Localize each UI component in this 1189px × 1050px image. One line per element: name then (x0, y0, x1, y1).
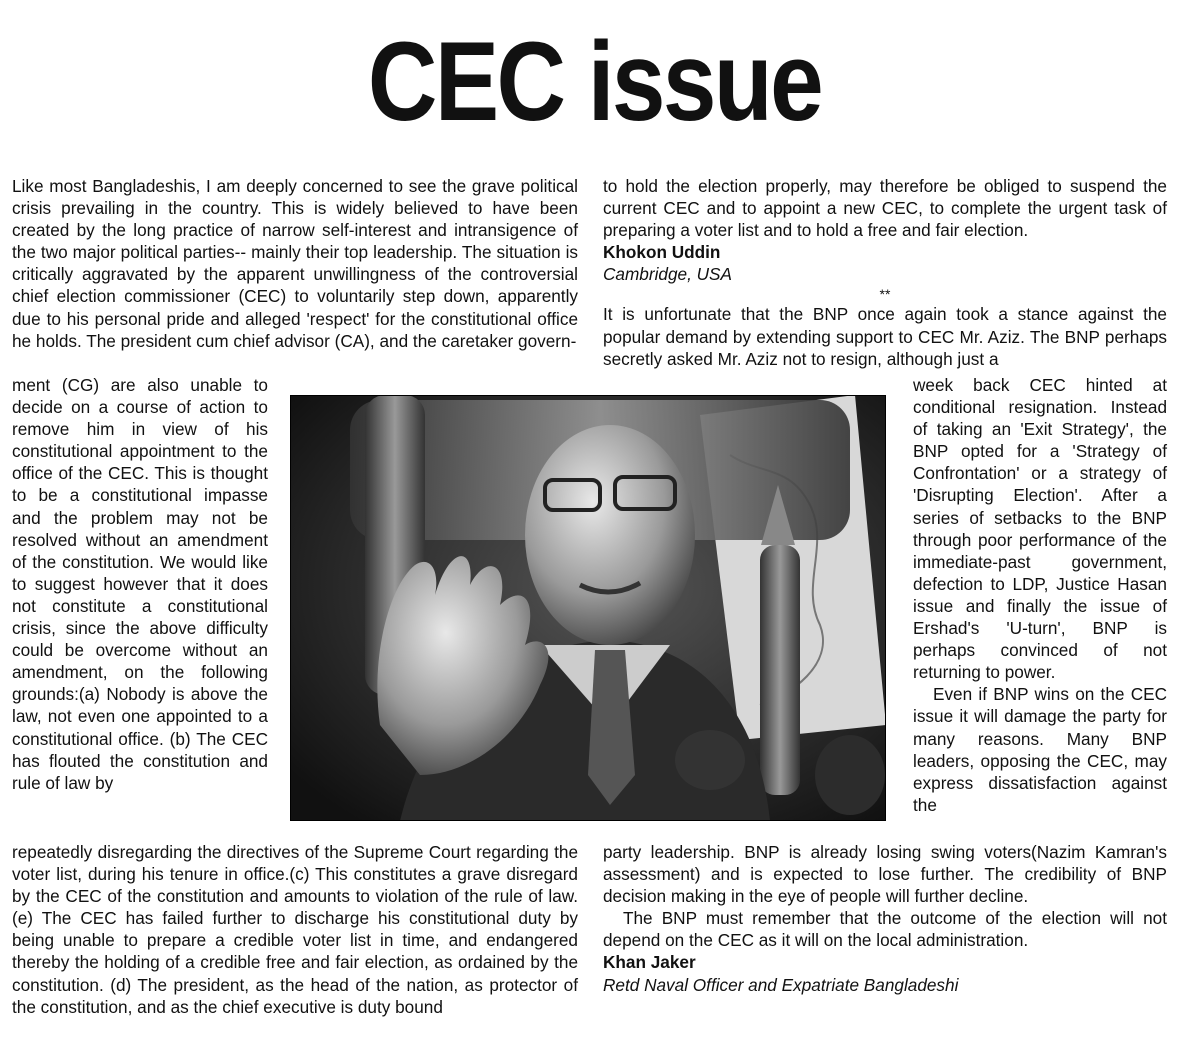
letter2-text-narrow: week back CEC hinted at conditional resignation. Instead of taking an 'Exit Strategy', the BNP opted for a 'Strategy of Confrontation' or a strategy of 'Disrupting Election'. After a series of setbacks to the BNP through poor performance of the immediate-past government, defection to LDP, Justice Hasan issue and finally the issue of Ershad's 'U-turn', BNP is perhaps convinced of not returning to power. (913, 375, 1167, 683)
letter-separator: ** (879, 286, 891, 303)
news-photo (290, 395, 886, 821)
right-column-top (603, 175, 1167, 370)
letter2-para2-narrow: Even if BNP wins on the CEC issue it will damage the party for many reasons. Many BNP leaders, opposing the CEC, may express dissatisfaction against the (913, 684, 1167, 815)
cec-photo-illustration (290, 395, 886, 821)
head (525, 425, 695, 645)
microphone-2 (815, 735, 885, 815)
letter2-paragraph-bottom (603, 841, 1167, 996)
microphone (675, 730, 745, 790)
letter2-para3: The BNP must remember that the outcome of the election will not depend on the CEC as it will on the local administration. (603, 908, 1167, 951)
letter1-author: Khokon Uddin (603, 242, 721, 263)
letter1-paragraph-narrow (12, 374, 268, 794)
letter1-paragraph-top (12, 175, 578, 352)
chair-post (760, 545, 800, 795)
letter2-para2-bottom: party leadership. BNP is already losing swing voters(Nazim Kamran's assessment) and is expected to lose further. The credibility of BNP decision making in the eye of people will further decline. (603, 842, 1167, 907)
headline: CEC issue (367, 19, 822, 144)
letter1-paragraph-bottom (12, 841, 578, 1018)
letter1-text-bottom: repeatedly disregarding the directives of the Supreme Court regarding the voter list, during his tenure in office.(c) This constitutes a grave disregard by the CEC of the constitution and amounts to violation of the rule of law. (e) The CEC has failed further to discharge his constitutional duty by being unable to prepare a credible voter list in time, and endangered thereby the holding of a credible free and fair election, as ordained by the constitution. (d) The president, as the head of the nation, as protector of the constitution, and as the chief executive is duty bound (12, 842, 578, 1017)
letter2-location: Retd Naval Officer and Expatriate Bangladeshi (603, 974, 959, 995)
letter2-paragraph-narrow (913, 374, 1167, 816)
letter1-text-top: Like most Bangladeshis, I am deeply concerned to see the grave political crisis prevailing in the country. This is widely believed to have been created by the long practice of narrow self-interest and intransigence of the two major political parties-- mainly their top leadership. The situation is critically aggravated by the apparent unwillingness of the controversial chief election commissioner (CEC) to voluntarily step down, apparently due to his personal pride and alleged 'respect' for the constitutional office he holds. The president cum chief advisor (CA), and the caretaker govern- (12, 176, 578, 351)
letter1-text-continued: to hold the election properly, may therefore be obliged to suspend the current CEC and to appoint a new CEC, to complete the urgent task of preparing a voter list and to hold a free and fair election. (603, 176, 1167, 241)
letter1-location: Cambridge, USA (603, 264, 732, 285)
letter1-text-narrow: ment (CG) are also unable to decide on a course of action to remove him in view of his constitutional appointment to the office of the CEC. This is thought to be a constitutional impasse and the problem may not be resolved without an amendment of the constitution. We would like to suggest however that it does not constitute a constitutional crisis, since the above difficulty could be overcome without an amendment, on the following grounds:(a) Nobody is above the law, not even one appointed to a constitutional office. (b) The CEC has flouted the constitution and rule of law by (12, 375, 268, 793)
letter2-author: Khan Jaker (603, 952, 696, 973)
letter2-text-top: It is unfortunate that the BNP once again took a stance against the popular demand by extending support to CEC Mr. Aziz. The BNP perhaps secretly asked Mr. Aziz not to resign, although just a (603, 304, 1167, 369)
